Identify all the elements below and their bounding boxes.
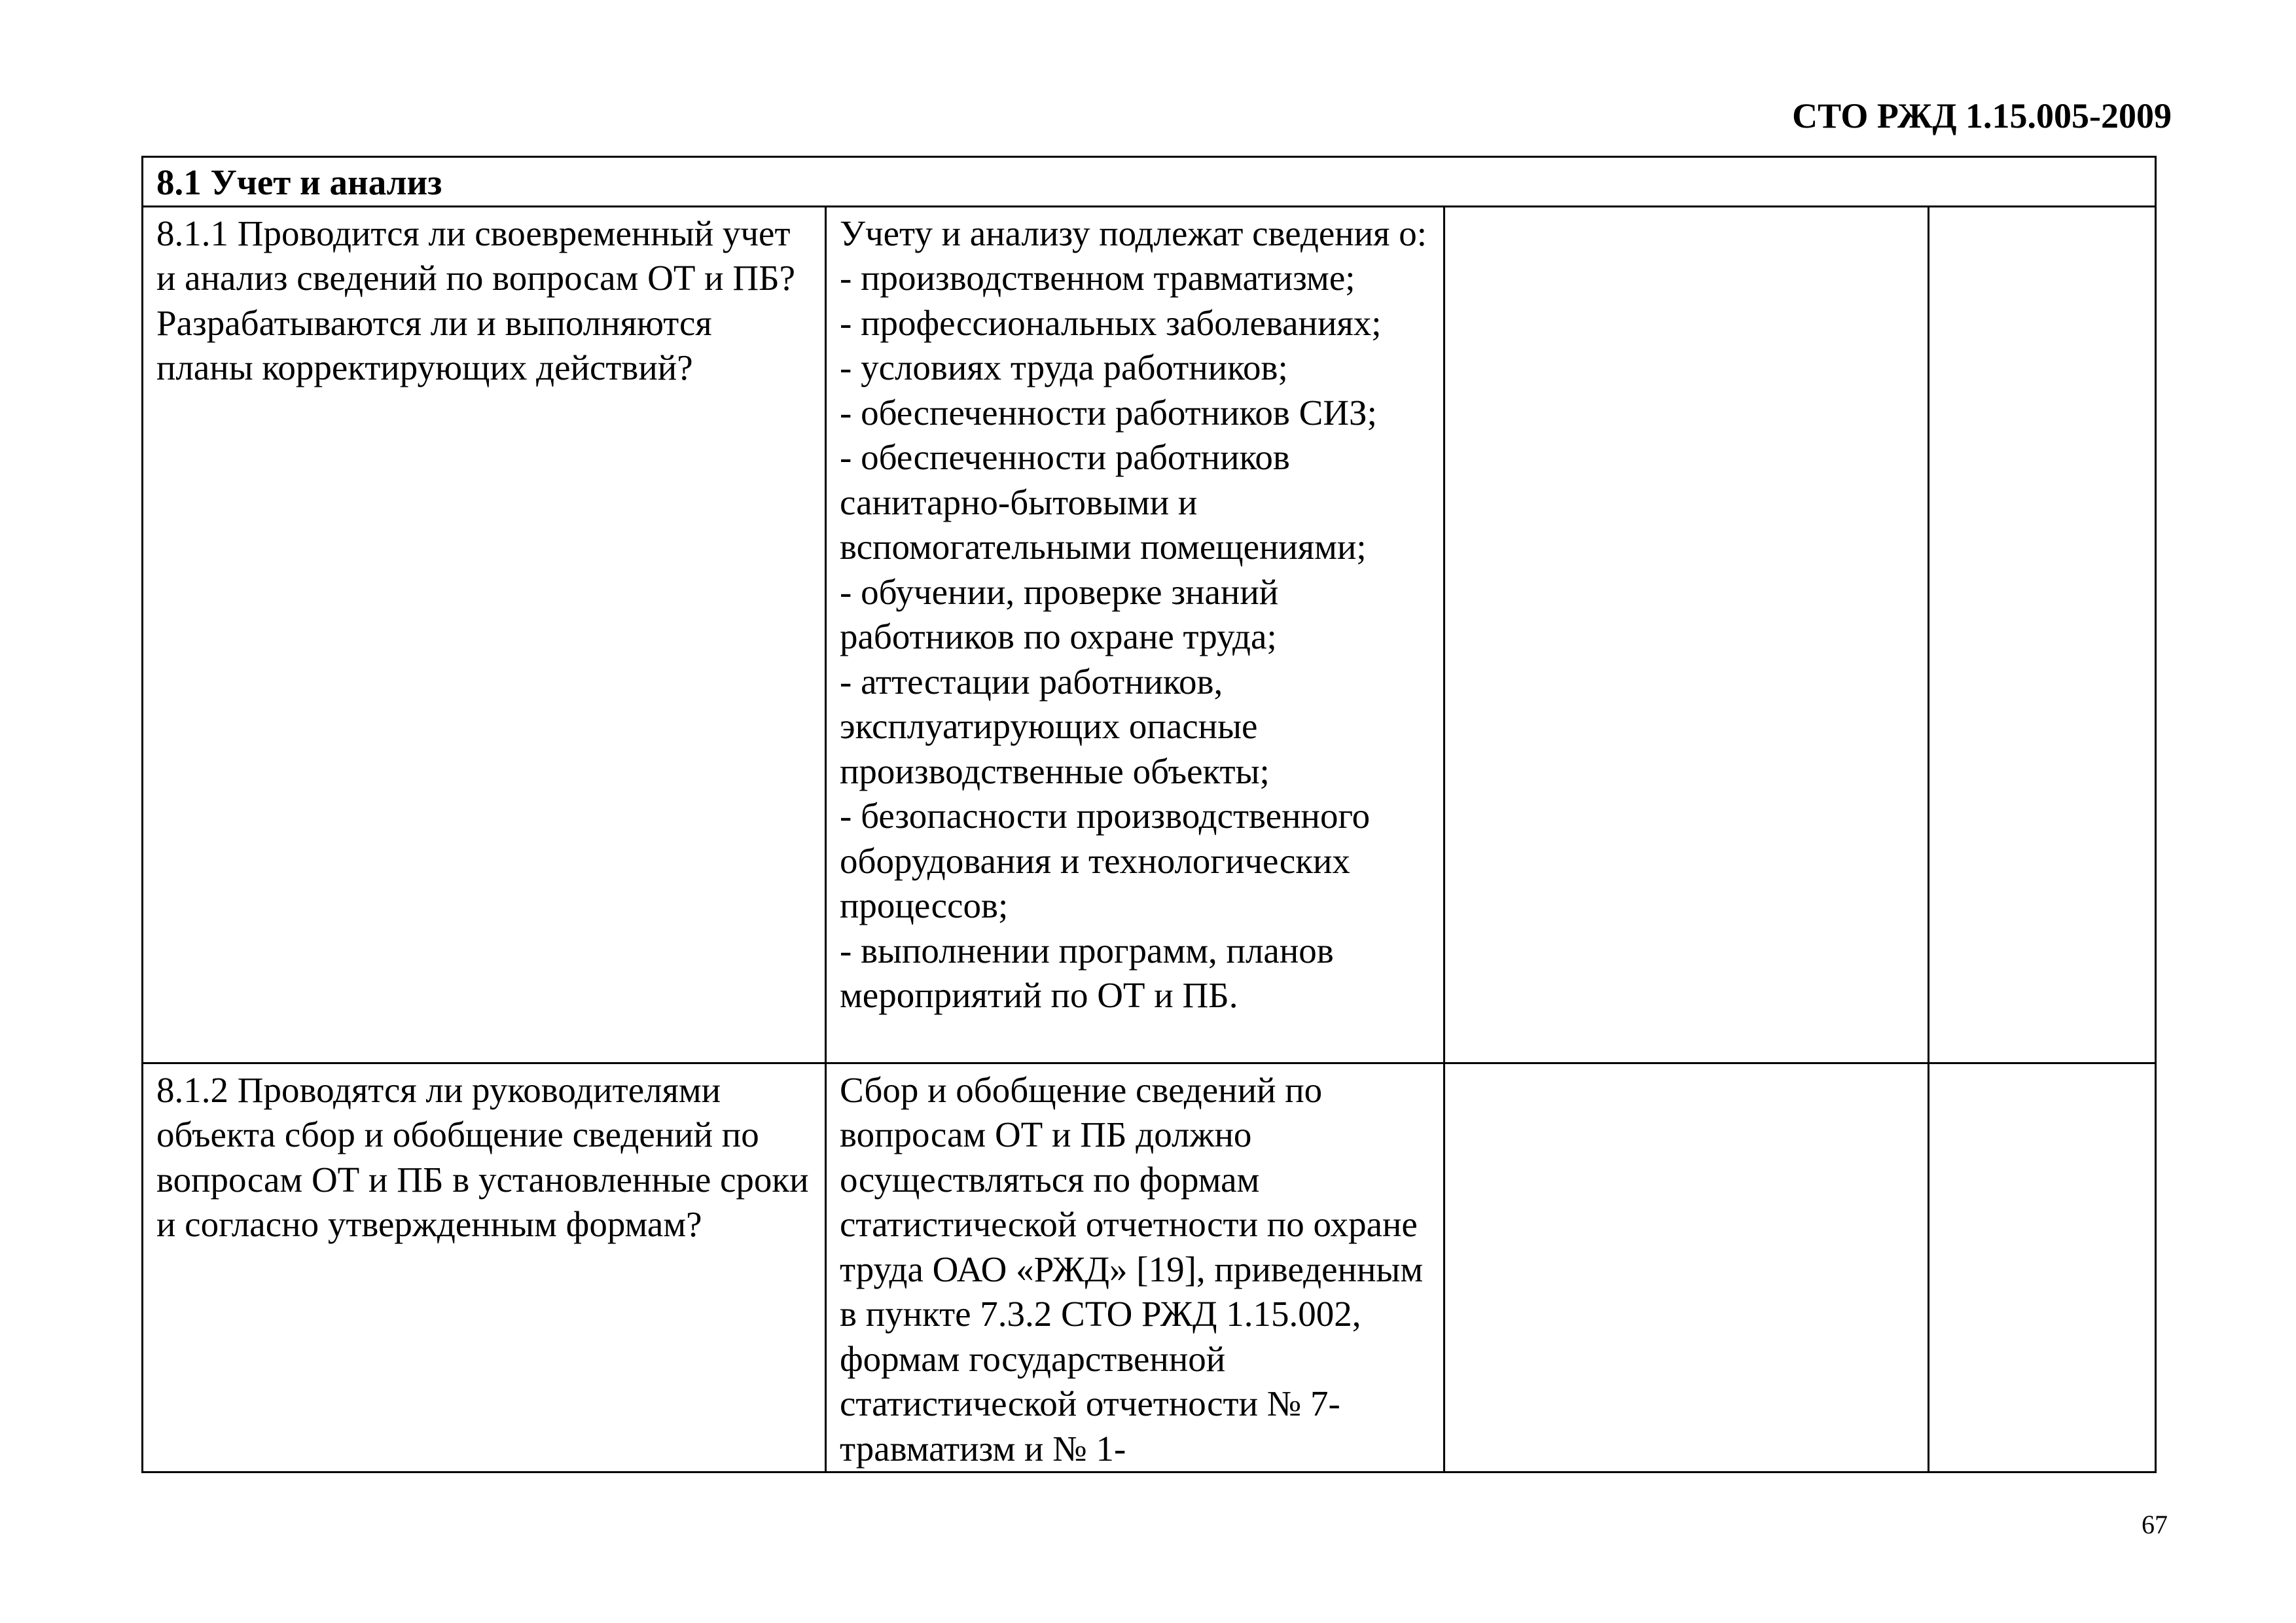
requirement-line: Учету и анализу подлежат сведения о: (840, 213, 1427, 253)
checklist-table (141, 156, 2157, 1473)
document-code: СТО РЖД 1.15.005-2009 (1792, 96, 2172, 135)
page-number: 67 (2142, 1510, 2168, 1539)
requirement-line: - обучении, проверке знаний работников по охране труда; (840, 571, 1279, 656)
question-cell: 8.1.1 Проводится ли своевременный учет и анализ сведений по вопросам ОТ и ПБ? Разрабатываются ли и выполняются планы корректирующих действий? (143, 206, 826, 1063)
requirement-line: Сбор и обобщение сведений по вопросам ОТ и ПБ должно осуществляться по формам статистической отчетности по охране труда ОАО «РЖД» [19], приведенным в пункте 7.3.2 СТО РЖД 1.15.002, формам государственной статистической отчетности № 7-травматизм и № 1- (840, 1069, 1424, 1469)
requirement-line: - обеспеченности работников СИЗ; (840, 392, 1377, 433)
table-row (143, 206, 2156, 1063)
note-cell (1929, 1063, 2156, 1472)
requirement-line: - профессиональных заболеваниях; (840, 302, 1382, 343)
requirement-line: - аттестации работников, эксплуатирующих опасные производственные объекты; (840, 661, 1270, 791)
requirement-cell (826, 206, 1444, 1063)
note-cell (1929, 206, 2156, 1063)
section-title: 8.1 Учет и анализ (143, 157, 2156, 207)
result-cell (1444, 1063, 1929, 1472)
requirement-line: - безопасности производственного оборудования и технологических процессов; (840, 796, 1371, 925)
question-cell: 8.1.2 Проводятся ли руководителями объекта сбор и обобщение сведений по вопросам ОТ и ПБ в установленные сроки и согласно утвержденным формам? (143, 1063, 826, 1472)
requirement-line: - обеспеченности работников санитарно-бытовыми и вспомогательными помещениями; (840, 437, 1367, 567)
requirement-cell (826, 1063, 1444, 1472)
requirement-line: - выполнении программ, планов мероприятий по ОТ и ПБ. (840, 930, 1334, 1015)
requirement-line: - условиях труда работников; (840, 348, 1288, 387)
section-header-row (143, 157, 2156, 207)
result-cell (1444, 206, 1929, 1063)
requirement-line: - производственном травматизме; (840, 258, 1355, 298)
table-row (143, 1063, 2156, 1472)
